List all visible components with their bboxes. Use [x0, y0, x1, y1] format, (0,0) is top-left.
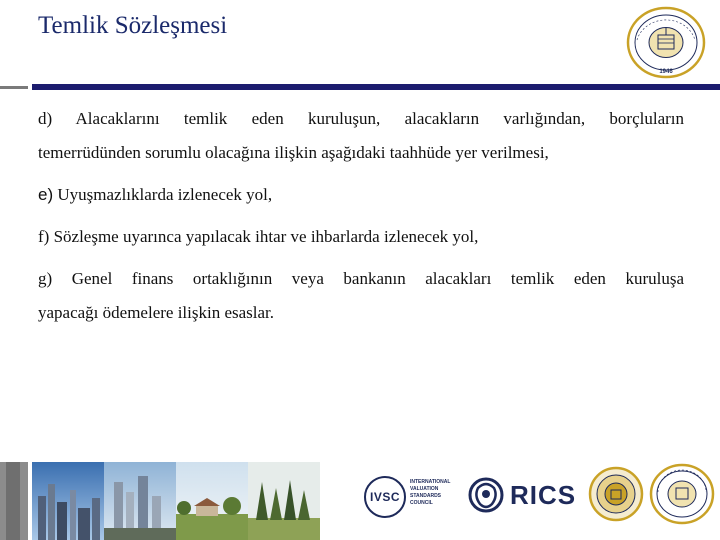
paragraph-f: f) Sözleşme uyarınca yapılacak ihtar ve ihbarlarda izlenecek yol, [38, 227, 479, 246]
rics-logo [468, 476, 578, 516]
footer-gray-stripe [6, 462, 20, 540]
paragraph-e-label: e) [38, 185, 54, 204]
countryside-photo [176, 462, 248, 540]
paragraph-d [38, 102, 684, 170]
lion-icon [468, 476, 504, 514]
towers-photo [104, 462, 176, 540]
ivsc-line: STANDARDS [410, 493, 442, 499]
slide-title: Temlik Sözleşmesi [38, 12, 228, 39]
ivsc-logo [364, 476, 464, 520]
paragraph-e-text: Uyuşmazlıklarda izlenecek yol, [53, 185, 273, 204]
seal-year: 1946 [659, 69, 673, 75]
paragraph-g [38, 262, 684, 330]
paragraph-g-line1: g) Genel finans ortaklığının veya bankanın alacakları temlik eden kuruluşa [38, 269, 684, 288]
university-seal-footer-icon [648, 462, 716, 526]
paragraph-d-line2: temerrüdünden sorumlu olacağına ilişkin aşağıdaki taahhüde yer verilmesi, [38, 143, 549, 162]
ivsc-line: COUNCIL [410, 500, 433, 506]
slide-body [38, 102, 684, 338]
rics-wordmark: RICS [510, 480, 577, 510]
city-skyline-photo [32, 462, 104, 540]
gold-seal-icon [588, 466, 644, 522]
paragraph-d-line1: d) Alacaklarını temlik eden kuruluşun, alacakların varlığından, borçluların [38, 109, 684, 128]
paragraph-g-line2: yapacağı ödemelere ilişkin esaslar. [38, 303, 275, 322]
ivsc-line: INTERNATIONAL [410, 479, 451, 485]
university-seal-logo [625, 6, 707, 79]
divider-gray-segment [0, 86, 28, 89]
ivsc-caption [410, 479, 470, 507]
title-divider [0, 84, 720, 91]
paragraph-e [38, 178, 684, 212]
forest-photo [248, 462, 320, 540]
divider-navy-segment [32, 84, 720, 90]
ivsc-emblem: IVSC [364, 476, 406, 518]
ivsc-line: VALUATION [410, 486, 439, 492]
